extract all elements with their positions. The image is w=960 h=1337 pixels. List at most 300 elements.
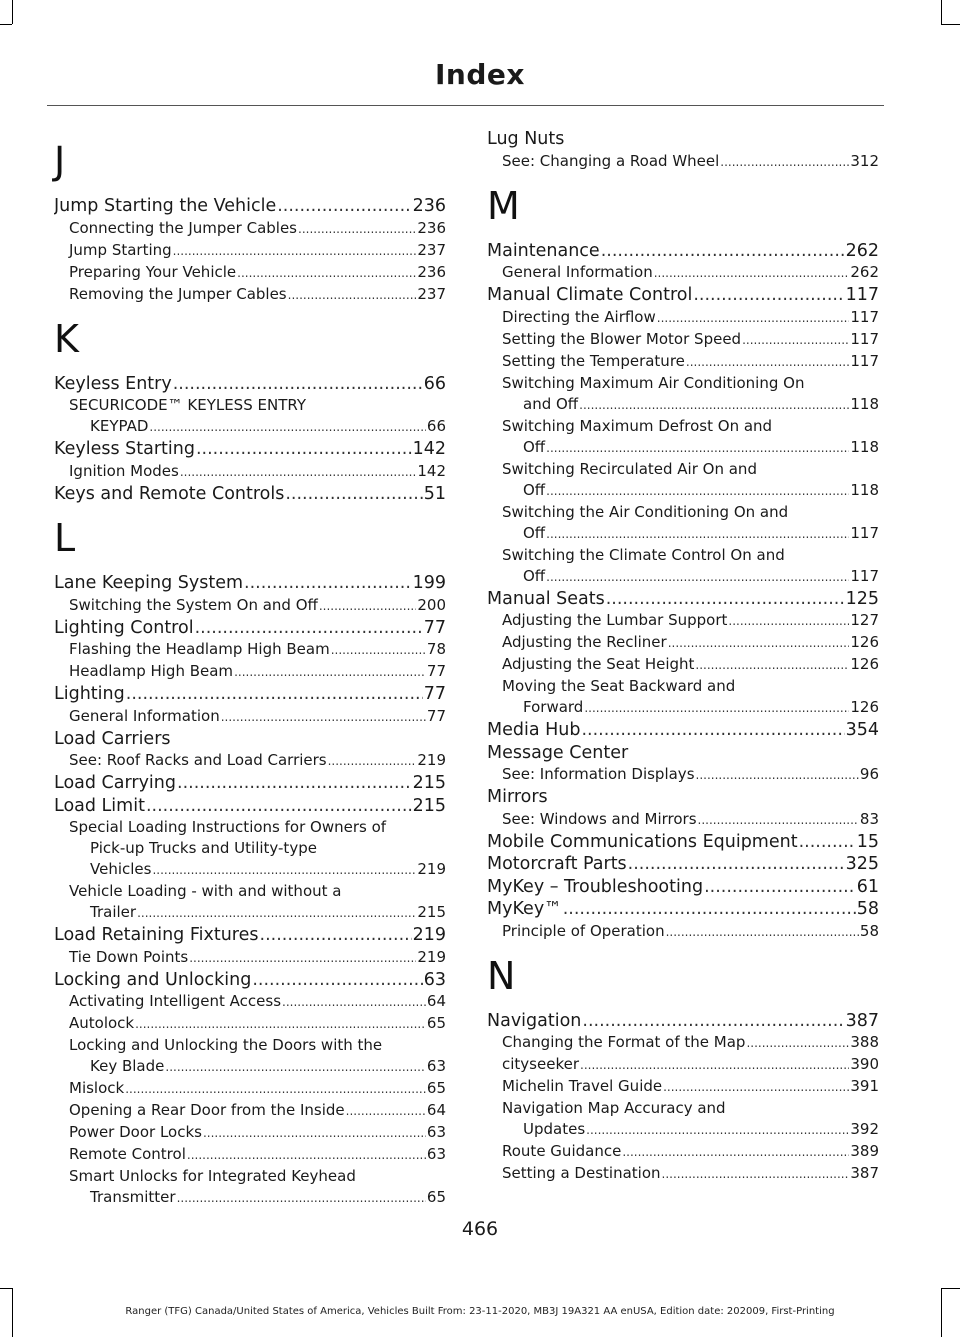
entry-label: Adjusting the Lumbar Support [502,611,728,629]
index-subentry[interactable] [487,654,879,676]
leader-dots [666,922,859,943]
entry-page: 77 [426,706,446,725]
index-subentry[interactable] [487,459,879,502]
index-entry[interactable] [487,832,879,854]
entry-label-line: Switching the Climate Control On and [502,545,785,564]
entry-page: 312 [850,151,879,170]
leader-dots [196,439,412,461]
leader-dots [237,263,416,284]
leader-dots [146,796,412,818]
leader-dots [586,1120,849,1141]
entry-page: 63 [423,969,446,990]
leader-dots [149,417,426,438]
leader-dots [331,640,426,661]
header-rule [47,105,884,106]
entry-page: 117 [845,285,879,305]
entry-label-last-line [502,1119,879,1141]
leader-dots [695,655,849,676]
index-subentry[interactable] [487,632,879,654]
entry-label-line: Off [523,480,546,499]
index-entry[interactable] [487,129,879,151]
entry-label: Switching the System On and Off [69,595,318,614]
entry-label: Power Door Locks [69,1123,202,1141]
entry-page: 237 [417,240,446,259]
leader-dots [234,662,426,683]
leader-dots [125,1079,426,1100]
index-subentry[interactable] [487,676,879,719]
leader-dots [195,618,423,640]
entry-page: 142 [417,461,446,480]
leader-dots [654,263,850,284]
entry-page: 117 [850,351,879,370]
entry-page: 391 [850,1077,879,1095]
index-column-left [54,128,446,1209]
entry-label-last-line [502,480,879,502]
entry-label: Keyless Entry [54,373,172,394]
leader-dots [693,285,844,307]
entry-page: 51 [423,483,446,504]
entry-label: Changing the Format of the Map [502,1033,746,1051]
index-subentry[interactable] [487,921,879,943]
entry-page: 388 [850,1033,879,1051]
entry-label: Maintenance [487,240,600,261]
index-entry[interactable] [54,196,446,218]
index-entry[interactable] [54,970,446,992]
entry-page: 236 [412,196,446,216]
leader-dots [606,589,845,611]
leader-dots [657,308,850,329]
index-subentry[interactable] [487,329,879,351]
entry-label: Load Limit [54,795,145,816]
section-letter: K [54,316,79,361]
leader-dots [221,707,426,728]
entry-label: Remote Control [69,1145,186,1163]
entry-label: Route Guidance [502,1142,622,1160]
leader-dots [165,1057,426,1078]
index-column-right [487,128,879,1185]
entry-label: MyKey – Troubleshooting [487,876,704,897]
leader-dots [584,698,849,719]
entry-page: 389 [850,1142,879,1160]
section-letter: J [54,139,66,183]
entry-label-line: Off [523,566,546,585]
index-subentry[interactable] [487,610,879,632]
entry-label-line: and Off [523,394,579,413]
index-subentry[interactable] [54,817,446,881]
entry-page: 354 [845,720,879,740]
index-subentry[interactable] [487,764,879,786]
entry-page: 77 [423,684,446,704]
index-subentry[interactable] [54,1078,446,1100]
entry-label: Autolock [69,1014,135,1032]
index-subentry[interactable] [54,595,446,617]
index-entry[interactable] [54,573,446,595]
entry-page: 390 [850,1055,879,1073]
entry-page: 83 [859,809,879,828]
crop-mark-top-left-v [12,0,13,24]
entry-page: 64 [426,1101,446,1119]
index-entry[interactable] [54,374,446,396]
leader-dots [628,854,845,876]
index-entry[interactable] [487,285,879,307]
entry-label: Flashing the Headlamp High Beam [69,640,330,658]
leader-dots [282,992,426,1013]
index-subentry[interactable] [54,947,446,969]
index-entry[interactable] [54,484,446,506]
entry-label-last-line [69,416,446,438]
entry-label: See: Windows and Mirrors [502,809,697,828]
entry-label-line: Updates [523,1120,586,1138]
index-entry[interactable] [54,618,446,640]
entry-label-last-line [69,1056,446,1078]
entry-label-line: Switching Maximum Defrost On and [502,416,773,435]
entry-page: 219 [417,751,446,769]
entry-page: 65 [426,1014,446,1032]
entry-label: Locking and Unlocking [54,969,252,990]
entry-label-last-line [502,697,879,719]
index-subentry[interactable] [54,1166,446,1209]
leader-dots [244,573,412,595]
entry-page: 219 [417,947,446,966]
entry-label: Manual Climate Control [487,285,693,305]
entry-label: Lighting Control [54,617,194,638]
entry-page: 127 [850,611,879,629]
leader-dots [662,1164,850,1185]
entry-label-line: Vehicle Loading - with and without a [69,882,342,900]
entry-label: Michelin Travel Guide [502,1077,663,1095]
index-subentry[interactable] [54,395,446,438]
entry-label: General Information [69,706,220,725]
leader-dots [177,773,412,795]
leader-dots [622,1142,849,1163]
entry-page: 63 [426,1123,446,1141]
entry-label: Navigation [487,1010,582,1031]
entry-label: Connecting the Jumper Cables [69,218,297,237]
index-entry[interactable] [487,1011,879,1033]
leader-dots [177,1188,426,1209]
entry-label-line: Off [523,437,546,456]
section-letter: N [487,953,516,998]
leader-dots [277,196,411,218]
entry-page: 58 [856,899,879,919]
leader-dots [580,1055,849,1076]
entry-label: Message Center [487,742,629,763]
leader-dots [288,285,417,306]
leader-dots [152,860,416,881]
index-subentry[interactable] [487,1163,879,1185]
entry-label: Mislock [69,1079,125,1097]
crop-mark-top-right-h [941,24,960,25]
entry-label: Keyless Starting [54,439,195,459]
leader-dots [601,241,845,263]
index-subentry[interactable] [54,750,446,772]
index-subentry[interactable] [487,373,879,416]
entry-label-line: Trailer [90,903,137,921]
index-subentry[interactable] [487,151,879,173]
entry-label-last-line [69,1187,446,1209]
leader-dots [546,567,849,588]
crop-mark-bottom-right-h [941,1288,960,1289]
entry-page: 117 [850,307,879,326]
entry-page: 118 [850,437,879,456]
index-subentry[interactable] [487,416,879,459]
index-subentry[interactable] [54,1144,446,1166]
entry-label: See: Roof Racks and Load Carriers [69,751,327,769]
index-entry[interactable] [487,899,879,921]
entry-page: 118 [850,480,879,499]
index-entry[interactable] [54,773,446,795]
index-entry[interactable] [54,796,446,818]
index-entry[interactable] [487,241,879,263]
entry-label: Lighting [54,684,125,704]
leader-dots [126,684,423,706]
entry-page: 237 [417,284,446,303]
entry-label: Opening a Rear Door from the Inside [69,1101,345,1119]
entry-page: 125 [845,588,879,609]
entry-label: Directing the Airflow [502,307,656,326]
entry-label: Setting a Destination [502,1164,661,1182]
index-subentry[interactable] [54,461,446,483]
entry-label: Lane Keeping System [54,573,244,593]
leader-dots [319,596,417,617]
entry-label: MyKey™ [487,899,562,919]
index-subentry[interactable] [54,240,446,262]
index-entry[interactable] [487,877,879,899]
entry-label: Motorcraft Parts [487,854,627,874]
entry-label: Adjusting the Seat Height [502,655,695,673]
entry-page: 219 [417,860,446,878]
entry-label-line: Moving the Seat Backward and [502,677,736,695]
index-subentry[interactable] [54,1035,446,1078]
leader-dots [696,765,859,786]
entry-label: Media Hub [487,720,581,740]
entry-label: Jump Starting the Vehicle [54,196,277,216]
index-entry[interactable] [54,925,446,947]
index-subentry[interactable] [487,262,879,284]
index-subentry[interactable] [54,991,446,1013]
entry-page: 118 [850,394,879,413]
leader-dots [173,241,417,262]
crop-mark-top-right-v [941,0,942,24]
index-subentry[interactable] [54,218,446,240]
leader-dots [720,152,849,173]
entry-page: 66 [423,373,446,394]
entry-label-line: Locking and Unlocking the Doors with the [69,1036,383,1054]
leader-dots [298,219,416,240]
leader-dots [546,438,849,459]
index-entry[interactable] [487,743,879,765]
leader-dots [698,810,859,831]
entry-page: 236 [417,218,446,237]
entry-page: 236 [417,262,446,281]
entry-page: 66 [426,417,446,435]
entry-label-last-line [502,566,879,588]
entry-page: 117 [850,329,879,348]
entry-page: 78 [426,640,446,658]
entry-page: 61 [856,876,879,897]
leader-dots [728,611,849,632]
index-subentry[interactable] [487,502,879,545]
entry-page: 387 [850,1164,879,1182]
entry-page: 215 [417,903,446,921]
entry-page: 142 [412,439,446,459]
entry-page: 387 [845,1010,879,1031]
index-entry[interactable] [54,684,446,706]
entry-page: 126 [850,655,879,673]
entry-label-line: Special Loading Instructions for Owners of [69,818,387,836]
entry-label: Principle of Operation [502,921,665,940]
leader-dots [173,374,423,396]
entry-page: 126 [850,633,879,651]
entry-label: Preparing Your Vehicle [69,262,237,281]
leader-dots [742,330,849,351]
leader-dots [328,751,417,772]
entry-label: Load Retaining Fixtures [54,925,259,945]
index-entry[interactable] [487,720,879,742]
entry-label-last-line [69,859,446,881]
entry-label: Removing the Jumper Cables [69,284,287,303]
index-subentry[interactable] [54,284,446,306]
leader-dots [285,484,422,506]
entry-label: Adjusting the Recliner [502,633,667,651]
entry-label: Load Carriers [54,728,171,749]
entry-label: Mobile Communications Equipment [487,831,798,852]
entry-page: 63 [426,1145,446,1163]
index-subentry[interactable] [54,262,446,284]
index-subentry[interactable] [487,1076,879,1098]
entry-page: 262 [850,263,879,281]
leader-dots [704,877,856,899]
entry-label-last-line [502,437,879,459]
entry-label: Headlamp High Beam [69,662,234,680]
entry-label-line: Vehicles [90,860,152,878]
entry-label-line: Transmitter [90,1188,176,1206]
leader-dots [260,925,412,947]
entry-page: 96 [859,765,879,783]
entry-label: Load Carrying [54,773,176,793]
entry-label: Setting the Blower Motor Speed [502,329,742,348]
index-subentry[interactable] [487,1098,879,1141]
entry-label: Setting the Temperature [502,351,685,370]
entry-label-line: Navigation Map Accuracy and [502,1099,726,1117]
entry-label-last-line [69,902,446,924]
index-subentry[interactable] [487,809,879,831]
section-letter: L [54,516,76,560]
entry-label-line: Pick-up Trucks and Utility-type [90,839,317,857]
entry-label-line: Smart Unlocks for Integrated Keyhead [69,1167,356,1185]
entry-page: 215 [412,795,446,816]
index-subentry[interactable] [54,1100,446,1122]
entry-page: 262 [845,240,879,261]
index-subentry[interactable] [54,661,446,683]
leader-dots [546,481,849,502]
entry-label-line: Key Blade [90,1057,165,1075]
entry-label-line: Off [523,523,546,542]
entry-page: 200 [417,595,446,614]
index-subentry[interactable] [54,706,446,728]
entry-label-line: Switching Recirculated Air On and [502,459,757,478]
index-subentry[interactable] [487,1032,879,1054]
index-entry[interactable] [487,854,879,876]
leader-dots [187,1145,426,1166]
leader-dots [579,395,849,416]
entry-page: 77 [423,617,446,638]
index-entry[interactable] [487,787,879,809]
page-title: Index [435,58,525,91]
entry-label-line: KEYPAD [90,417,149,435]
leader-dots [582,1011,844,1033]
entry-page: 63 [426,1057,446,1075]
entry-page: 215 [412,773,446,793]
index-subentry[interactable] [487,307,879,329]
index-subentry[interactable] [54,639,446,661]
leader-dots [668,633,850,654]
leader-dots [346,1101,426,1122]
index-subentry[interactable] [54,1122,446,1144]
index-subentry[interactable] [54,1013,446,1035]
leader-dots [252,970,422,992]
leader-dots [581,720,844,742]
entry-label-line: Switching Maximum Air Conditioning On [502,373,805,392]
entry-label: Jump Starting [69,240,172,259]
entry-label: Lug Nuts [487,129,565,149]
leader-dots [563,899,856,921]
crop-mark-top-left-h [0,24,12,25]
leader-dots [135,1014,426,1035]
entry-page: 199 [412,573,446,593]
index-subentry[interactable] [487,351,879,373]
entry-label-last-line [502,394,879,416]
leader-dots [663,1077,849,1098]
entry-page: 325 [845,854,879,874]
leader-dots [180,462,417,483]
index-entry[interactable] [54,439,446,461]
entry-label: Activating Intelligent Access [69,992,282,1010]
entry-page: 77 [426,662,446,680]
entry-label: See: Information Displays [502,765,695,783]
footer-text: Ranger (TFG) Canada/United States of America, Vehicles Built From: 23-11-2020, MB3J 19A321 AA enUSA, Edition date: 202009, First-Printing [125,1306,835,1317]
entry-page: 65 [426,1188,446,1206]
leader-dots [203,1123,426,1144]
leader-dots [137,903,416,924]
index-subentry[interactable] [487,1054,879,1076]
entry-label-line: Forward [523,698,584,716]
leader-dots [799,832,856,854]
entry-label-last-line [502,523,879,545]
entry-page: 15 [856,831,879,852]
crop-mark-bottom-left-h [0,1288,12,1289]
entry-label: Tie Down Points [69,947,189,966]
index-subentry[interactable] [487,545,879,588]
entry-page: 117 [850,523,879,542]
leader-dots [189,948,416,969]
index-subentry[interactable] [487,1141,879,1163]
index-entry[interactable] [487,589,879,611]
entry-page: 126 [850,698,879,716]
index-entry[interactable] [54,729,446,751]
leader-dots [686,352,849,373]
entry-page: 64 [426,992,446,1010]
entry-label: Keys and Remote Controls [54,483,285,504]
leader-dots [746,1033,849,1054]
index-subentry[interactable] [54,881,446,924]
entry-page: 65 [426,1079,446,1097]
entry-page: 117 [850,566,879,585]
entry-page: 58 [859,921,879,940]
entry-label: cityseeker [502,1055,579,1073]
page-number: 466 [461,1218,499,1240]
entry-label-line: Switching the Air Conditioning On and [502,502,789,521]
